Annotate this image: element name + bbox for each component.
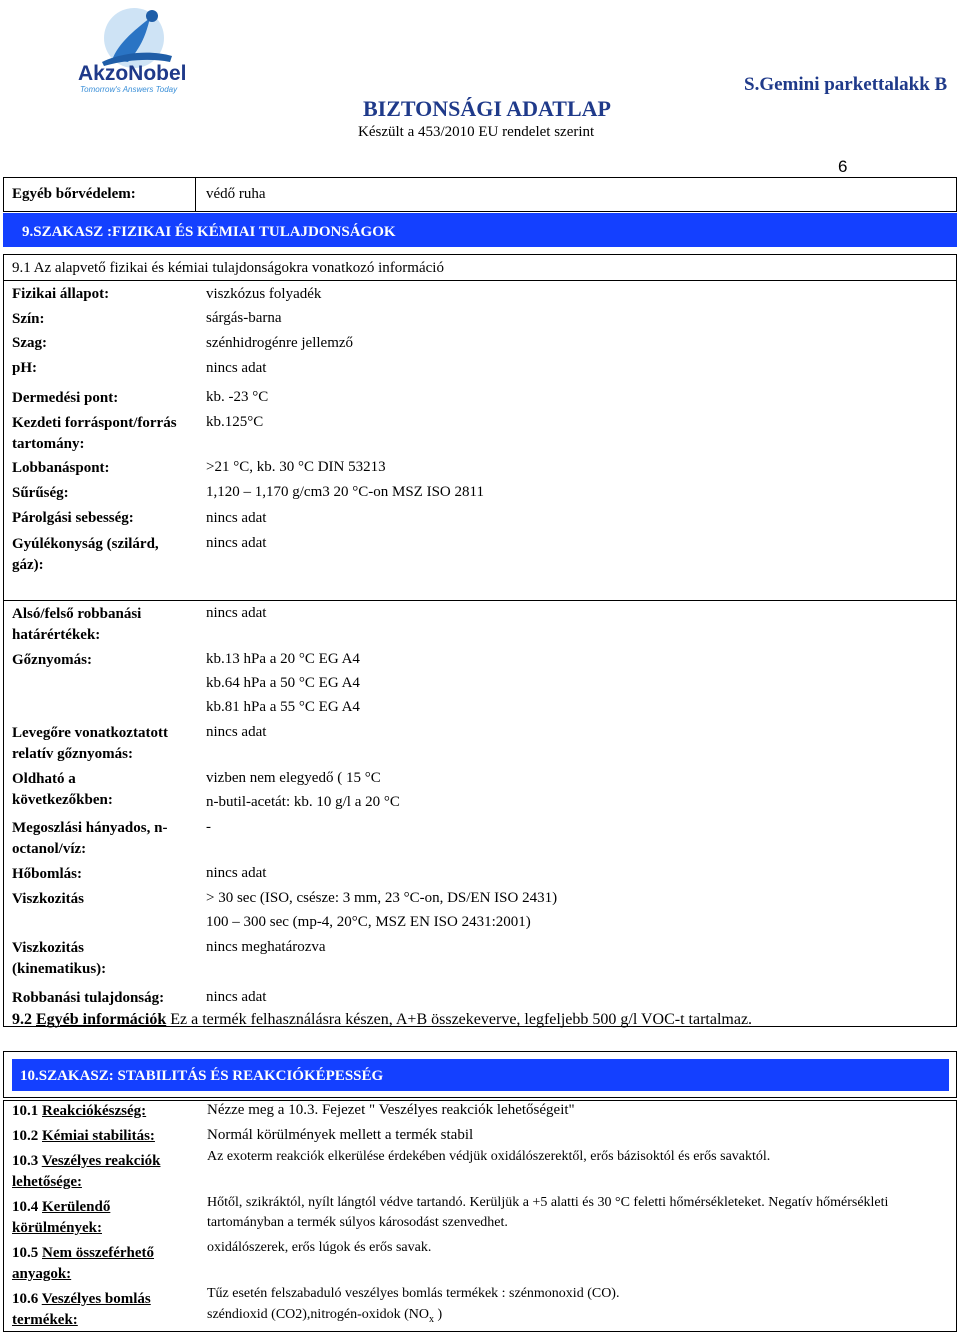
prop-label: Párolgási sebesség: [12, 510, 134, 526]
protection-value: védő ruha [206, 186, 266, 202]
prop-label: Lobbanáspont: [12, 460, 110, 476]
protection-row [3, 177, 957, 212]
prop-label: Alsó/felső robbanási határértékek: [12, 606, 142, 643]
prop-value: nincs adat [206, 724, 267, 740]
other-info-label: Egyéb információk [36, 1011, 167, 1028]
prop-label: Szín: [12, 311, 45, 327]
document-subtitle: Készült a 453/2010 EU rendelet szerint [358, 124, 595, 140]
row-value-2-sub: x [429, 1313, 435, 1325]
incompatible-row-label [12, 1243, 177, 1285]
prop-label: Hőbomlás: [12, 866, 83, 882]
row-value-2a: széndioxid (CO2),nitrogén-oxidok (NO [207, 1307, 430, 1322]
reactivity-row-label [12, 1101, 146, 1122]
prop-value: nincs adat [206, 360, 267, 376]
prop-value: nincs adat [206, 535, 267, 551]
prop-value: vizben nem elegyedő ( 15 °C [206, 770, 381, 786]
prop-label: Kezdeti forráspont/forrás tartomány: [12, 415, 177, 452]
prop-value: nincs adat [206, 510, 267, 526]
stability-row-label [12, 1126, 155, 1147]
prop-value: kb. -23 °C [206, 389, 269, 405]
prop-value: >21 °C, kb. 30 °C DIN 53213 [206, 459, 386, 475]
row-label: Veszélyes bomlás termékek: [12, 1291, 151, 1328]
prop-value: nincs meghatározva [206, 939, 326, 955]
brand-name: AkzoNobel [78, 62, 187, 85]
section10-heading: 10.SZAKASZ: STABILITÁS ÉS REAKCIÓKÉPESSÉG [20, 1068, 384, 1084]
other-info-number: 9.2 [12, 1011, 32, 1028]
prop-label: Viszkozitás (kinematikus): [12, 940, 107, 977]
decomposition-row-label [12, 1289, 172, 1331]
prop-value: kb.64 hPa a 50 °C EG A4 [206, 675, 360, 691]
prop-label: Megoszlási hányados, n-octanol/víz: [12, 820, 168, 857]
page-number: 6 [838, 157, 848, 176]
row-num: 10.3 [12, 1153, 39, 1169]
prop-label: Fizikai állapot: [12, 286, 110, 302]
prop-value: 100 – 300 sec (mp-4, 20°C, MSZ EN ISO 2431:2001) [206, 914, 531, 930]
prop-label: Gyúlékonyság (szilárd, gáz): [12, 536, 159, 573]
other-info [12, 1008, 752, 1032]
row-num: 10.4 [12, 1199, 39, 1215]
akzonobel-logo [62, 4, 212, 96]
prop-label: Sűrűség: [12, 485, 69, 501]
row-num: 10.5 [12, 1245, 39, 1261]
prop-label: Szag: [12, 335, 47, 351]
prop-label: Levegőre vonatkoztatott relatív gőznyomás: [12, 725, 168, 762]
product-name: S.Gemini parkettalakk B [744, 74, 948, 95]
prop-value: viszkózus folyadék [206, 286, 322, 302]
prop-value: nincs adat [206, 865, 267, 881]
other-info-text: Ez a termék felhasználásra készen, A+B összekeverve, legfeljebb 500 g/l VOC-t tartalmaz. [170, 1011, 753, 1028]
row-label: Kerülendő körülmények: [12, 1199, 111, 1236]
row-label: Veszélyes reakciók lehetősége: [12, 1153, 161, 1190]
document-title: BIZTONSÁGI ADATLAP [363, 96, 611, 121]
prop-label: Viszkozitás [12, 891, 84, 907]
row-value: Hőtől, szikráktól, nyílt lángtól védve tartandó. Kerüljük a +5 alatti és 30 °C feletti hőmérsékleteket. Negatív hőmérsékleti tartományban a termék súlyos károsodást szenvedhet. [207, 1195, 889, 1230]
row-num: 10.2 [12, 1128, 39, 1144]
section9-heading: 9.SZAKASZ :FIZIKAI ÉS KÉMIAI TULAJDONSÁGOK [22, 224, 396, 240]
protection-label: Egyéb bőrvédelem: [12, 186, 136, 202]
prop-value: 1,120 – 1,170 g/cm3 20 °C-on MSZ ISO 2811 [206, 484, 484, 500]
prop-value: > 30 sec (ISO, csésze: 3 mm, 23 °C-on, DS/EN ISO 2431) [206, 890, 558, 906]
prop-value: - [206, 819, 211, 835]
prop-label: Robbanási tulajdonság: [12, 990, 165, 1006]
row-value: oxidálószerek, erős lúgok és erős savak. [207, 1240, 432, 1255]
row-value-2 [207, 1305, 442, 1330]
prop-value: sárgás-barna [206, 310, 282, 326]
prop-label: Dermedési pont: [12, 390, 119, 406]
prop-label: Oldható a következőkben: [12, 771, 113, 808]
conditions-row-label [12, 1197, 142, 1239]
prop-label: Gőznyomás: [12, 652, 92, 668]
hazardous-reactions-row-label [12, 1151, 187, 1193]
row-num: 10.6 [12, 1291, 39, 1307]
section9-subheading: 9.1 Az alapvető fizikai és kémiai tulajdonságokra vonatkozó információ [12, 260, 444, 276]
prop-value: nincs adat [206, 989, 267, 1005]
row-num: 10.1 [12, 1103, 39, 1119]
row-label: Kémiai stabilitás: [42, 1128, 155, 1144]
prop-value: n-butil-acetát: kb. 10 g/l a 20 °C [206, 794, 400, 810]
prop-value: nincs adat [206, 605, 267, 621]
prop-value: kb.13 hPa a 20 °C EG A4 [206, 651, 360, 667]
prop-label: pH: [12, 360, 38, 376]
row-value: Nézze meg a 10.3. Fejezet " Veszélyes reakciók lehetőségeit" [207, 1102, 575, 1118]
row-value: Normál körülmények mellett a termék stabil [207, 1127, 474, 1143]
prop-value: kb.125°C [206, 414, 264, 430]
brand-tagline: Tomorrow's Answers Today [80, 85, 178, 94]
prop-value: szénhidrogénre jellemző [206, 335, 354, 351]
prop-value: kb.81 hPa a 55 °C EG A4 [206, 699, 360, 715]
row-label: Nem összeférhető anyagok: [12, 1245, 155, 1282]
row-value-2b: ) [434, 1307, 443, 1322]
row-value: Tűz esetén felszabaduló veszélyes bomlás termékek : szénmonoxid (CO). [207, 1286, 620, 1301]
row-value: Az exoterm reakciók elkerülése érdekében védjük oxidálószerektől, erős bázisoktól és erős savaktól. [207, 1149, 771, 1164]
row-label: Reakciókészség: [42, 1103, 147, 1119]
